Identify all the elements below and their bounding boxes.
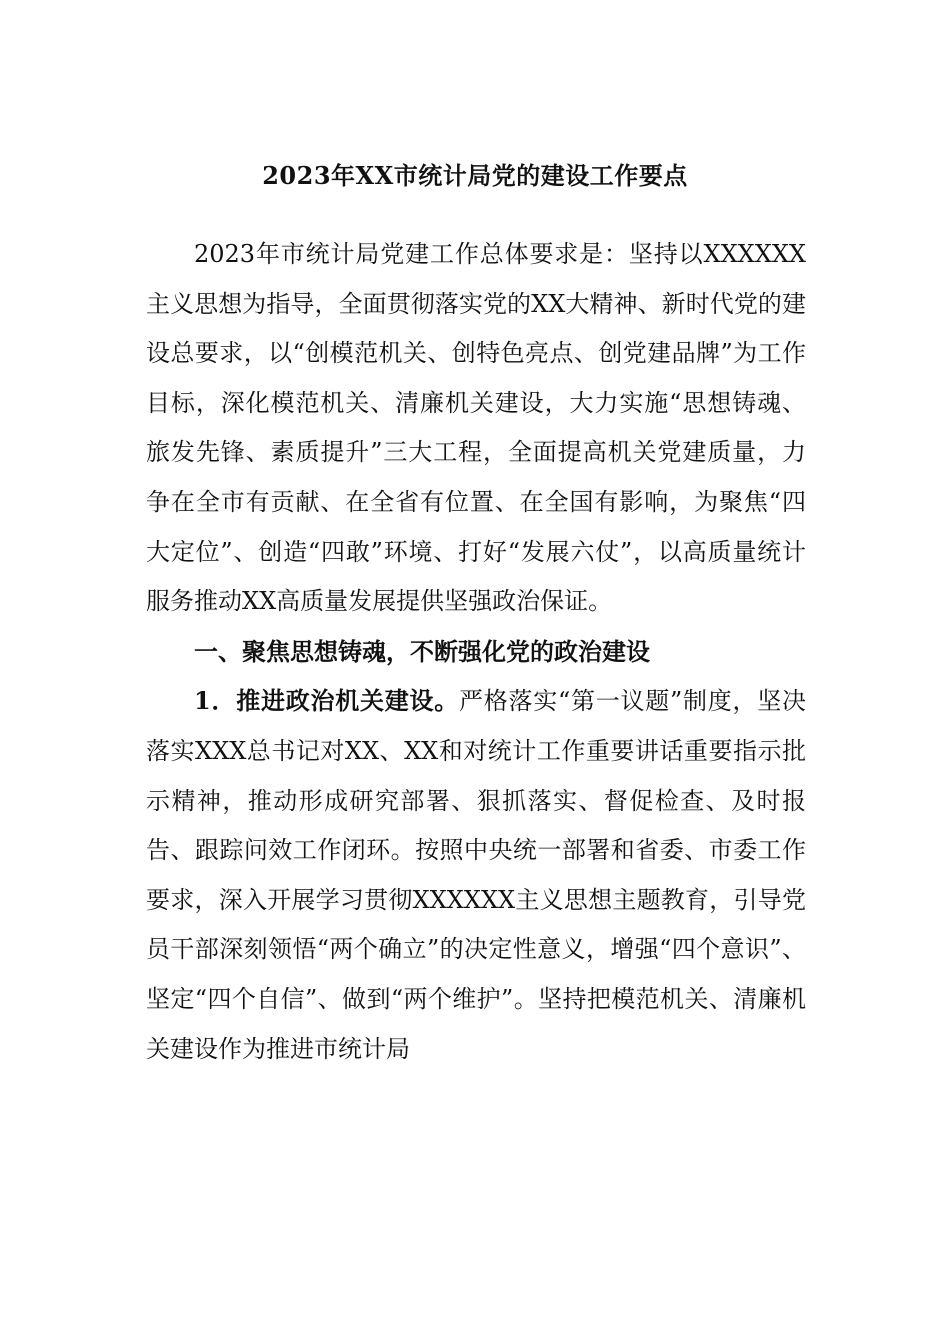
item-lead: 1．推进政治机关建设。 xyxy=(194,686,459,716)
item-paragraph xyxy=(146,676,806,1074)
item-text: 严格落实“第一议题”制度，坚决落实XXX总书记对XX、XX和对统计工作重要讲话重要指示批示精神，推动形成研究部署、狠抓落实、督促检查、及时报告、跟踪问效工作闭环。按照中央统一部署和省委、市委工作要求，深入开展学习贯彻XXXXXX主义思想主题教育，引导党员干部深刻领悟“两个确立”的决定性意义，增强“四个意识”、坚定“四个自信”、做到“两个维护”。坚持把模范机关、清廉机关建设作为推进市统计局 xyxy=(146,687,806,1063)
intro-paragraph: 2023年市统计局党建工作总体要求是：坚持以XXXXXX主义思想为指导，全面贯彻落实党的XX大精神、新时代党的建设总要求，以“创模范机关、创特色亮点、创党建品牌”为工作目标，深化模范机关、清廉机关建设，大力实施“思想铸魂、旅发先锋、素质提升”三大工程，全面提高机关党建质量，力争在全市有贡献、在全省有位置、在全国有影响，为聚焦“四大定位”、创造“四敢”环境、打好“发展六仗”，以高质量统计服务推动XX高质量发展提供坚强政治保证。 xyxy=(146,240,806,616)
section-heading: 一、聚焦思想铸魂，不断强化党的政治建设 xyxy=(194,636,650,666)
document-body xyxy=(146,230,806,1074)
document-title: 2023年XX市统计局党的建设工作要点 xyxy=(262,161,688,190)
